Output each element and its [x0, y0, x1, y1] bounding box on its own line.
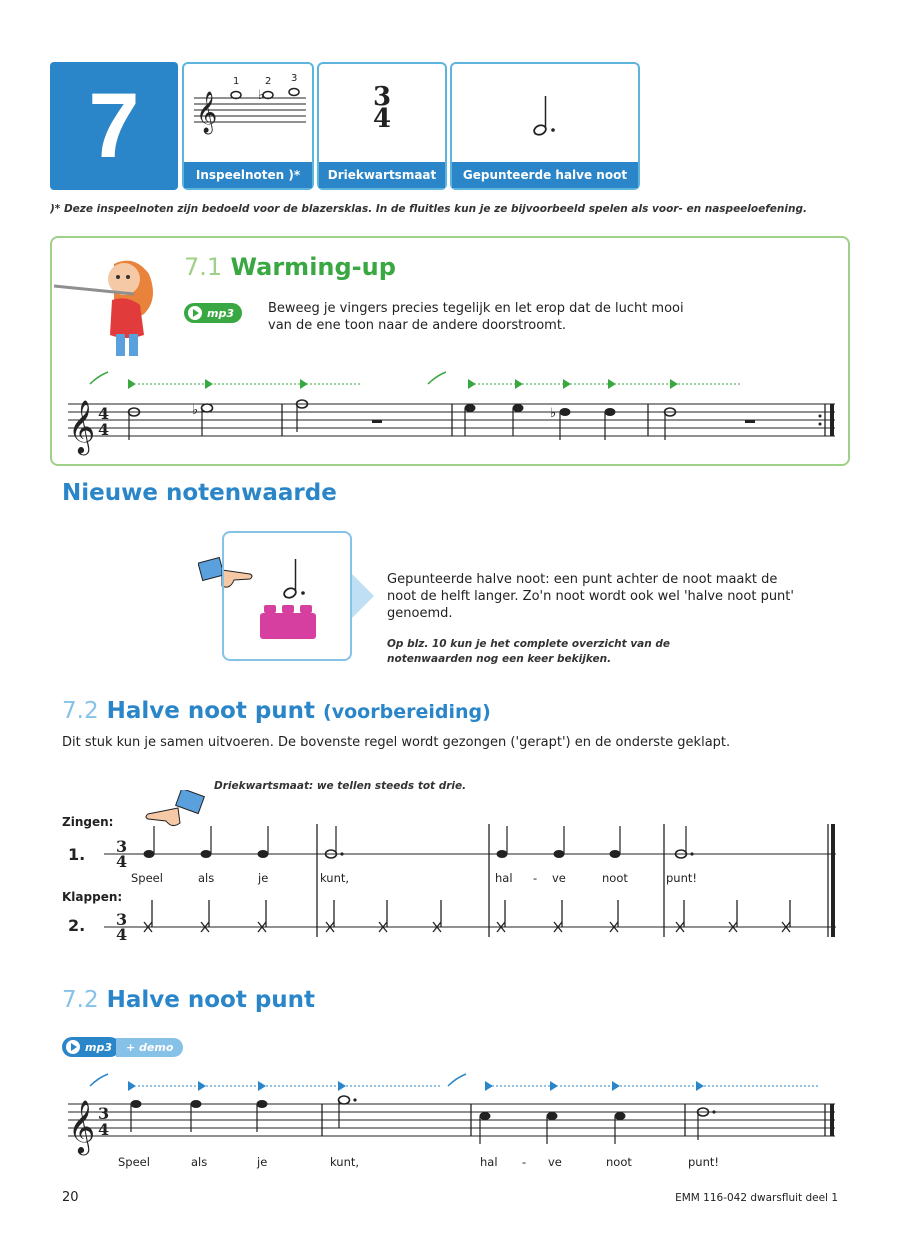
treble-clef-icon: 𝄞 — [196, 92, 218, 133]
page-number: 20 — [62, 1190, 79, 1205]
card-label: Driekwartsmaat — [319, 162, 445, 188]
dotted-half-note-icon — [280, 551, 320, 607]
card-time-signature — [317, 62, 447, 190]
footnote: )* Deze inspeelnoten zijn bedoeld voor de blazersklas. In de fluitles kun je ze bijvoorbeeld spelen als voor- en naspeeloefening. — [50, 203, 807, 215]
warmup-notes-staff — [190, 74, 310, 154]
svg-text:2: 2 — [265, 76, 272, 87]
new-value-note: Op blz. 10 kun je het complete overzicht van de notenwaarden nog een keer bekijken. — [387, 638, 671, 665]
line2-number: 2. — [68, 916, 86, 935]
rhythm-score — [100, 820, 840, 950]
svg-text:𝄞: 𝄞 — [68, 1099, 96, 1153]
svg-text:4: 4 — [98, 420, 110, 439]
card-warmup-notes — [182, 62, 314, 190]
svg-text:𝄞: 𝄞 — [68, 399, 96, 453]
card-label: Gepunteerde halve noot — [452, 162, 638, 188]
section-72a-hint: Driekwartsmaat: we tellen steeds tot drie. — [214, 780, 467, 792]
arrow-right-icon — [352, 574, 376, 618]
svg-text:♭: ♭ — [550, 406, 557, 421]
svg-text:♭: ♭ — [258, 88, 265, 103]
svg-text:4: 4 — [116, 852, 128, 871]
line1-label: Zingen: — [62, 815, 114, 829]
play-icon — [66, 1040, 80, 1054]
section-71-heading: 7.1 Warming-up — [184, 253, 396, 281]
section-72a-heading: 7.2 Halve noot punt (voorbereiding) — [62, 698, 491, 724]
lego-brick-icon — [258, 603, 318, 643]
svg-text:3: 3 — [116, 837, 128, 856]
svg-text:3: 3 — [291, 74, 298, 84]
flute-player-illustration — [54, 244, 164, 359]
line2-label: Klappen: — [62, 890, 123, 904]
section-72b-heading: 7.2 Halve noot punt — [62, 987, 316, 1013]
time-signature-3-4: 3 4 — [372, 82, 392, 134]
new-value-text: Gepunteerde halve noot: een punt achter de noot maakt de noot de helft langer. Zo'n noot wordt ook wel 'halve noot punt' genoemd. — [387, 572, 794, 621]
dotted-half-box — [222, 531, 352, 661]
card-dotted-half — [450, 62, 640, 190]
book-reference: EMM 116-042 dwarsfluit deel 1 — [675, 1192, 838, 1204]
warmup-staff — [60, 362, 845, 457]
svg-text:4: 4 — [98, 404, 110, 423]
mp3-demo-button[interactable]: mp3 + demo — [62, 1037, 183, 1057]
dotted-half-note-icon — [530, 88, 570, 148]
new-value-heading: Nieuwe notenwaarde — [62, 480, 337, 506]
section-71-text: Beweeg je vingers precies tegelijk en let erop dat de lucht mooi van de ene toon naar de andere doorstroomt. — [268, 301, 684, 333]
play-icon — [188, 306, 202, 320]
svg-text:1: 1 — [233, 76, 240, 87]
svg-text:3: 3 — [98, 1104, 110, 1123]
svg-text:4: 4 — [98, 1120, 110, 1139]
chapter-number: 7 — [50, 62, 178, 190]
line1-number: 1. — [68, 845, 86, 864]
section-72a-intro: Dit stuk kun je samen uitvoeren. De bovenste regel wordt gezongen ('gerapt') en de onderste geklapt. — [62, 735, 731, 750]
svg-text:♭: ♭ — [192, 403, 199, 418]
svg-text:4: 4 — [116, 925, 128, 944]
mp3-button[interactable]: mp3 — [184, 303, 242, 324]
melody-staff — [60, 1066, 845, 1161]
svg-text:3: 3 — [116, 910, 128, 929]
card-label: Inspeelnoten )* — [184, 162, 312, 188]
